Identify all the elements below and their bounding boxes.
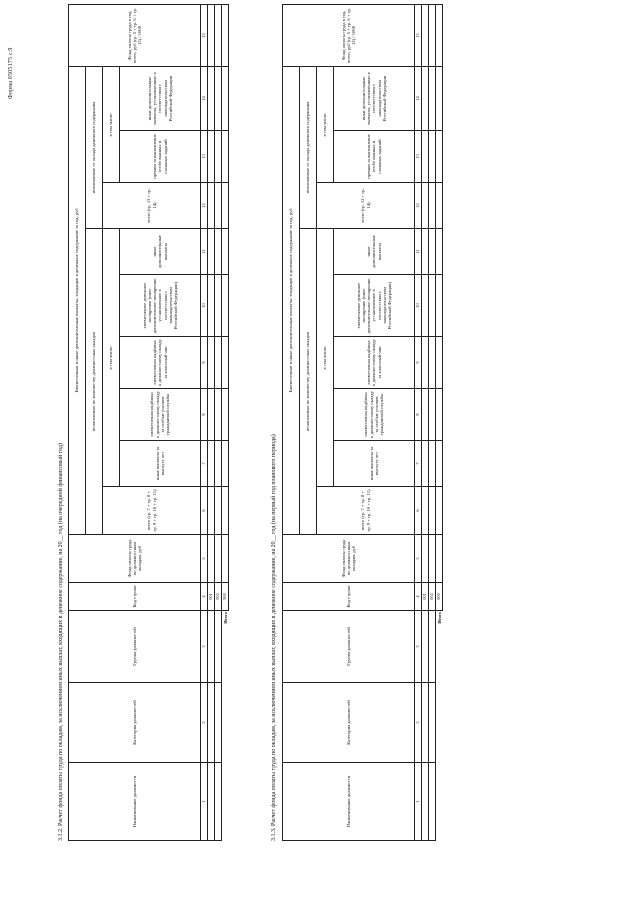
total-label: Итого (436, 612, 442, 624)
line-code-cell: 002 (215, 583, 222, 611)
table-cell[interactable] (222, 337, 229, 389)
table-cell[interactable] (215, 66, 222, 130)
header-other-payments: Ежемесячные и иные дополнительные выплаты, входящие в денежное содержание за год, руб (69, 66, 86, 534)
table-cell[interactable] (422, 4, 429, 66)
table-cell[interactable] (215, 337, 222, 389)
header-other-payments: Ежемесячные и иные дополнительные выплаты, входящие в денежное содержание за год, руб (283, 66, 300, 534)
table-cell[interactable] (222, 131, 229, 183)
header-line-code: Код строки (283, 583, 415, 611)
table-cell[interactable] (208, 275, 215, 337)
table-cell[interactable] (222, 389, 229, 441)
col-number: 11 (201, 229, 208, 275)
table-cell[interactable] (222, 66, 229, 130)
col-number: 14 (415, 66, 422, 130)
table-cell[interactable] (429, 183, 436, 229)
table-cell[interactable] (215, 763, 222, 841)
table-cell[interactable] (222, 183, 229, 229)
header-col-10: ежемесячное денежное поощрение (иное дополнительное поощрение, установленное в соответствии с законодательством Российской Федерации) (334, 275, 415, 337)
col-number: 12 (415, 183, 422, 229)
payroll-table (282, 4, 443, 841)
table-cell[interactable] (215, 4, 222, 66)
table-cell[interactable] (436, 389, 443, 441)
col-number: 11 (415, 229, 422, 275)
col-number: 14 (201, 66, 208, 130)
table-cell[interactable] (436, 183, 443, 229)
table-cell[interactable] (215, 183, 222, 229)
header-total-12: всего (гр. 13 + гр. 14) (103, 183, 201, 229)
table-cell[interactable] (208, 337, 215, 389)
section-caption: 3.1.2. Расчет фонда оплаты труда по окладам, за исключением иных выплат, входящих в денежное содержание, на 20__ год (на очередной финансовый год) (58, 443, 64, 841)
header-position-category: Категория должностей (69, 683, 201, 763)
table-cell[interactable] (222, 229, 229, 275)
table-cell[interactable] (222, 441, 229, 487)
total-label: Итого (222, 612, 228, 624)
col-number: 8 (415, 389, 422, 441)
col-number: 3 (201, 611, 208, 683)
table-cell[interactable] (436, 229, 443, 275)
header-position-name: Наименование должности (283, 763, 415, 841)
header-total-6: всего (гр. 7 + гр. 8 + гр. 9 + гр. 10 + гр. 11) (317, 487, 415, 535)
line-code-cell: 001 (422, 583, 429, 611)
table-cell[interactable] (422, 229, 429, 275)
col-number: 4 (415, 583, 422, 611)
table-cell[interactable] (215, 389, 222, 441)
col-number: 3 (415, 611, 422, 683)
table-cell[interactable] (429, 275, 436, 337)
table-cell[interactable] (222, 487, 229, 535)
table-cell[interactable] (422, 611, 429, 683)
header-total-12: всего (гр. 13 + гр. 14) (317, 183, 415, 229)
col-number: 5 (415, 535, 422, 583)
table-cell[interactable] (429, 683, 436, 763)
table-cell[interactable] (208, 441, 215, 487)
table-cell[interactable] (422, 535, 429, 583)
header-col-11: иные дополнительные выплаты (334, 229, 415, 275)
col-number: 15 (415, 4, 422, 66)
header-col-10: ежемесячное денежное поощрение (иное дополнительное поощрение, установленное в соответствии с законодательством Российской Федерации) (120, 275, 201, 337)
col-number: 4 (201, 583, 208, 611)
header-col-8: ежемесячная надбавка к должностному окладу за особые условия гражданской службы (334, 389, 415, 441)
header-salary-fund: Фонд оплаты труда по должностным окладам, руб (69, 535, 201, 583)
col-number: 1 (201, 763, 208, 841)
header-col-9: ежемесячная надбавка к должностному окладу за классный чин (334, 337, 415, 389)
table-cell[interactable] (436, 275, 443, 337)
header-by-salary-count: исчисляемые по количеству должностных окладов (300, 229, 317, 535)
col-number: 2 (415, 683, 422, 763)
header-line-code: Код строки (69, 583, 201, 611)
table-row (429, 4, 436, 840)
table-cell[interactable] (422, 487, 429, 535)
table-row (422, 4, 429, 840)
header-by-salary-count: исчисляемые по количеству должностных окладов (86, 229, 103, 535)
table-cell[interactable] (422, 275, 429, 337)
col-number: 10 (415, 275, 422, 337)
col-number: 2 (201, 683, 208, 763)
line-code-cell: 001 (208, 583, 215, 611)
table-cell[interactable] (429, 4, 436, 66)
table-cell[interactable] (422, 683, 429, 763)
table-cell[interactable] (208, 183, 215, 229)
table-cell[interactable] (208, 487, 215, 535)
table-cell[interactable] (422, 131, 429, 183)
header-by-salary-money: исчисляемые от оклада денежного содержания (300, 66, 317, 228)
col-number: 15 (201, 4, 208, 66)
col-number: 12 (201, 183, 208, 229)
table-cell[interactable] (208, 229, 215, 275)
header-col-13: премии за выполнение особо важных и сложных заданий (334, 131, 415, 183)
table-cell[interactable] (215, 683, 222, 763)
header-in-that: в том числе: (103, 66, 120, 182)
col-number: 13 (201, 131, 208, 183)
table-cell[interactable] (429, 389, 436, 441)
table-cell[interactable] (429, 763, 436, 841)
table-cell[interactable] (429, 229, 436, 275)
col-number: 7 (415, 441, 422, 487)
total-code: 900 (222, 583, 229, 611)
table-cell[interactable] (422, 183, 429, 229)
header-col-7: иные выплаты за выслугу лет (120, 441, 201, 487)
header-col-9: ежемесячная надбавка к должностному окладу за классный чин (120, 337, 201, 389)
table-row (208, 4, 215, 840)
table-cell[interactable] (208, 66, 215, 130)
table-cell[interactable] (222, 275, 229, 337)
table-cell[interactable] (208, 131, 215, 183)
table-cell[interactable] (436, 535, 443, 583)
table-cell[interactable] (429, 487, 436, 535)
table-cell[interactable] (208, 535, 215, 583)
col-number: 8 (201, 389, 208, 441)
table-cell[interactable] (436, 337, 443, 389)
line-code-cell: 002 (429, 583, 436, 611)
header-salary-fund: Фонд оплаты труда по должностным окладам, руб (283, 535, 415, 583)
total-row (222, 4, 229, 840)
col-number: 6 (415, 487, 422, 535)
header-col-8: ежемесячная надбавка к должностному окладу за особые условия гражданской службы (120, 389, 201, 441)
column-numbers-row (415, 4, 422, 840)
table-cell[interactable] (215, 535, 222, 583)
col-number: 9 (415, 337, 422, 389)
table-cell[interactable] (429, 131, 436, 183)
table-cell[interactable] (429, 611, 436, 683)
table-cell[interactable] (422, 441, 429, 487)
header-col-14: иные дополнительные выплаты, установленные в соответствии с законодательством Российской Федерации (120, 66, 201, 130)
table-cell[interactable] (422, 337, 429, 389)
col-number: 1 (415, 763, 422, 841)
table-cell[interactable] (208, 389, 215, 441)
table-row (215, 4, 222, 840)
header-col-11: иные дополнительные выплаты (120, 229, 201, 275)
table-cell[interactable] (215, 131, 222, 183)
table-cell[interactable] (208, 611, 215, 683)
col-number: 10 (201, 275, 208, 337)
col-number: 6 (201, 487, 208, 535)
header-in-that: в том числе: (103, 229, 120, 487)
table-cell[interactable] (422, 66, 429, 130)
header-annual-fund: Фонд оплаты труда в год, всего, руб (гр. 5 + гр. 6 + гр. 12) / 1000 (283, 4, 415, 66)
table-cell[interactable] (208, 763, 215, 841)
table-cell[interactable] (215, 229, 222, 275)
table-cell[interactable] (215, 441, 222, 487)
header-position-category: Категория должностей (283, 683, 415, 763)
col-number: 13 (415, 131, 422, 183)
table-cell[interactable] (436, 66, 443, 130)
table-cell[interactable] (436, 131, 443, 183)
header-position-group: Группа должностей (69, 611, 201, 683)
col-number: 7 (201, 441, 208, 487)
table-cell[interactable] (215, 487, 222, 535)
total-row (436, 4, 443, 840)
column-numbers-row (201, 4, 208, 840)
total-code: 900 (436, 583, 443, 611)
header-col-7: иные выплаты за выслугу лет (334, 441, 415, 487)
table-cell[interactable] (208, 683, 215, 763)
table-cell[interactable] (436, 4, 443, 66)
table-cell[interactable] (208, 4, 215, 66)
table-cell[interactable] (422, 763, 429, 841)
table-cell[interactable] (429, 535, 436, 583)
header-total-6: всего (гр. 7 + гр. 8 + гр. 9 + гр. 10 + гр. 11) (103, 487, 201, 535)
header-position-group: Группа должностей (283, 611, 415, 683)
table-cell[interactable] (215, 275, 222, 337)
table-cell[interactable] (422, 389, 429, 441)
header-in-that: в том числе: (317, 229, 334, 487)
table-cell[interactable] (429, 66, 436, 130)
header-in-that: в том числе: (317, 66, 334, 182)
header-by-salary-money: исчисляемые от оклада денежного содержания (86, 66, 103, 228)
header-position-name: Наименование должности (69, 763, 201, 841)
header-col-13: премии за выполнение особо важных и сложных заданий (120, 131, 201, 183)
form-code: Форма 0505175 с.9 (8, 47, 14, 99)
table-cell[interactable] (436, 441, 443, 487)
header-annual-fund: Фонд оплаты труда в год, всего, руб (гр. 5 + гр. 6 + гр. 12) / 1000 (69, 4, 201, 66)
table-cell[interactable] (429, 441, 436, 487)
table-cell[interactable] (215, 611, 222, 683)
table-cell[interactable] (429, 337, 436, 389)
payroll-table (68, 4, 229, 841)
table-cell[interactable] (222, 535, 229, 583)
table-cell[interactable] (222, 4, 229, 66)
col-number: 9 (201, 337, 208, 389)
section-caption: 3.1.3. Расчет фонда оплаты труда по окладам, за исключением иных выплат, входящих в денежное содержание, на 20__ год (на первый год планового периода) (271, 434, 277, 841)
col-number: 5 (201, 535, 208, 583)
header-col-14: иные дополнительные выплаты, установленные в соответствии с законодательством Российской Федерации (334, 66, 415, 130)
table-cell[interactable] (436, 487, 443, 535)
